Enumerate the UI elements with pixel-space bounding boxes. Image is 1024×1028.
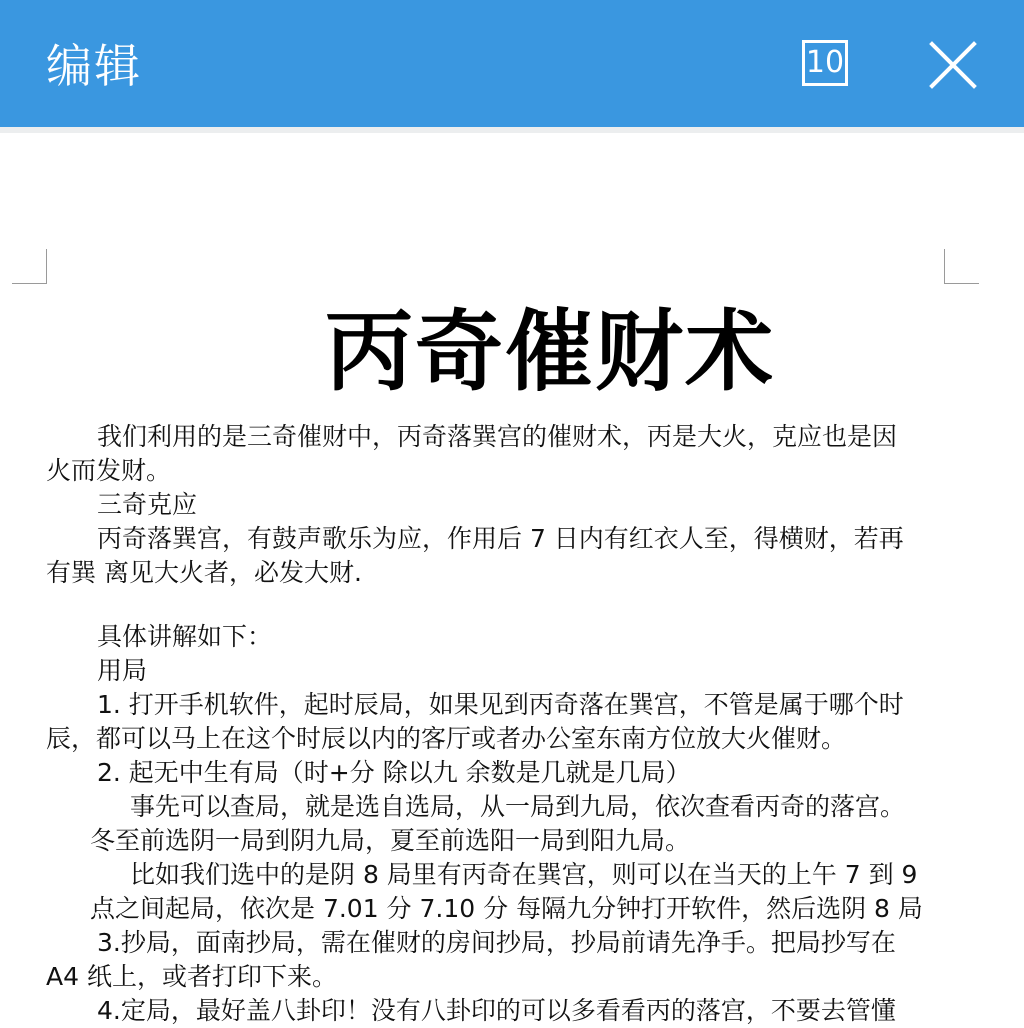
close-icon	[924, 36, 982, 94]
paragraph-line: 火而发财。	[46, 456, 172, 485]
paragraph-line: 点之间起局，依次是 7.01 分 7.10 分 每隔九分钟打开软件，然后选阴 8 局	[90, 894, 923, 923]
paragraph-line: 4.定局，最好盖八卦印！没有八卦印的可以多看看丙的落宫，不要去管懂	[97, 996, 896, 1025]
paragraph-line: 有巽 离见大火者，必发大财.	[46, 558, 362, 587]
paragraph-line: 冬至前选阴一局到阴九局，夏至前选阳一局到阳九局。	[90, 826, 691, 855]
toolbar-shadow	[0, 127, 1024, 133]
paragraph-line: 三奇克应	[97, 490, 198, 519]
paragraph-line: 用局	[97, 656, 148, 685]
page-corner-mark-right	[944, 249, 979, 284]
document-title: 丙奇催财术	[324, 300, 775, 403]
paragraph-line: 具体讲解如下：	[97, 622, 273, 651]
close-button[interactable]	[924, 36, 982, 94]
top-app-bar	[0, 0, 1024, 127]
paragraph-line: A4 纸上，或者打印下来。	[46, 962, 337, 991]
paragraph-line: 1. 打开手机软件，起时辰局，如果见到丙奇落在巽宫，不管是属于哪个时	[97, 690, 904, 719]
paragraph-line: 事先可以查局，就是选自选局，从一局到九局，依次查看丙奇的落宫。	[130, 792, 906, 821]
page-count-button[interactable]: 10	[802, 40, 848, 86]
paragraph-line: 丙奇落巽宫，有鼓声歌乐为应，作用后 7 日内有红衣人至，得横财，若再	[97, 524, 904, 553]
page-corner-mark-left	[12, 249, 47, 284]
app-bar-title: 编辑	[46, 39, 142, 93]
paragraph-line: 2. 起无中生有局（时+分 除以九 余数是几就是几局）	[97, 758, 691, 787]
paragraph-line: 比如我们选中的是阴 8 局里有丙奇在巽宫，则可以在当天的上午 7 到 9	[130, 860, 918, 889]
paragraph-line: 3.抄局，面南抄局，需在催财的房间抄局，抄局前请先净手。把局抄写在	[97, 928, 896, 957]
paragraph-line: 我们利用的是三奇催财中，丙奇落巽宫的催财术，丙是大火，克应也是因	[97, 422, 898, 451]
paragraph-line: 辰，都可以马上在这个时辰以内的客厅或者办公室东南方位放大火催财。	[46, 724, 847, 753]
